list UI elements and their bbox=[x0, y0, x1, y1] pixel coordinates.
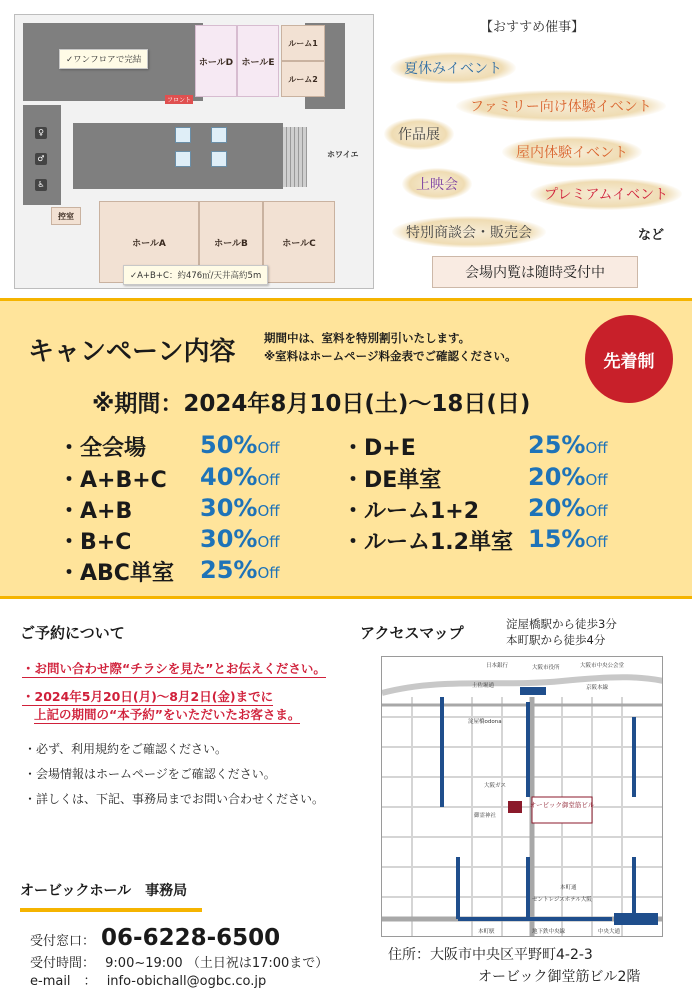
campaign-period: ※期間：2024年8月10日(土)～18日(日) bbox=[92, 391, 531, 417]
discount-venue: ・DE単室 bbox=[342, 468, 442, 493]
discount-rate bbox=[528, 494, 608, 522]
map-label: 大阪市中央公会堂 bbox=[580, 663, 625, 669]
discount-venue: ・B+C bbox=[58, 530, 132, 555]
hall-c: ホールC bbox=[263, 201, 335, 283]
map-label: 御霊神社 bbox=[474, 813, 497, 819]
discount-venue: ・ルーム1+2 bbox=[342, 499, 480, 524]
discount-row bbox=[342, 463, 441, 493]
phone-label: 受付窓口： bbox=[30, 934, 96, 949]
off-label: Off bbox=[585, 502, 608, 520]
one-floor-note: ✓ワンフロアで完結 bbox=[59, 49, 148, 69]
discount-rate bbox=[528, 525, 608, 553]
elevator-icon bbox=[175, 151, 191, 167]
discount-row bbox=[58, 494, 132, 524]
room-1: ルーム1 bbox=[281, 25, 325, 61]
event-tag: 屋内体験イベント bbox=[502, 136, 642, 168]
room-2: ルーム2 bbox=[281, 61, 325, 97]
reservation-condition bbox=[22, 688, 300, 724]
campaign-note-line: 期間中は、室料を特別割引いたします。 bbox=[264, 331, 471, 345]
discount-rate bbox=[200, 525, 280, 553]
obic-building-marker bbox=[508, 801, 522, 813]
events-etc: など bbox=[638, 228, 665, 243]
discount-percent: 25% bbox=[528, 431, 586, 459]
reservation-condition bbox=[22, 660, 326, 678]
campaign-note bbox=[264, 329, 516, 365]
discount-row bbox=[342, 431, 416, 461]
campaign-note-line: ※室料はホームページ料金表でご確認ください。 bbox=[264, 349, 517, 363]
discount-row bbox=[58, 525, 131, 555]
discount-percent: 20% bbox=[528, 494, 586, 522]
station-distance: 本町駅から徒歩4分 bbox=[506, 633, 606, 647]
address-line: オービック御堂筋ビル2階 bbox=[478, 969, 641, 985]
yodoyabashi-station-marker bbox=[520, 687, 546, 695]
venue-tour-banner: 会場内覧は随時受付中 bbox=[432, 256, 638, 288]
reservation-condition-text: 上記の期間の“本予約”をいただいたお客さま。 bbox=[34, 707, 301, 722]
discount-rate bbox=[200, 431, 280, 459]
event-tag: 特別商談会・販売会 bbox=[392, 216, 546, 248]
reservation-title: ご予約について bbox=[20, 624, 125, 642]
off-label: Off bbox=[257, 502, 280, 520]
campaign-section bbox=[0, 298, 692, 599]
recommended-events bbox=[384, 10, 684, 295]
discount-percent: 40% bbox=[200, 463, 258, 491]
discount-row bbox=[58, 463, 167, 493]
map-label: 京阪本線 bbox=[586, 685, 609, 691]
phone-number[interactable]: 06-6228-6500 bbox=[101, 925, 281, 951]
map-label: 大阪市役所 bbox=[532, 665, 560, 671]
map-label: 大阪ガス bbox=[484, 783, 507, 789]
event-tag: 上映会 bbox=[402, 168, 472, 200]
event-tag: プレミアムイベント bbox=[530, 178, 682, 210]
off-label: Off bbox=[257, 471, 280, 489]
waiting-room: 控室 bbox=[51, 207, 81, 225]
hall-b: ホールB bbox=[199, 201, 263, 283]
restroom-icon: ♀ bbox=[35, 127, 47, 139]
discount-venue: ・D+E bbox=[342, 436, 416, 461]
reservation-condition-text: ・お問い合わせ際“チラシを見た”とお伝えください。 bbox=[22, 661, 326, 676]
restroom-icon: ♿ bbox=[35, 179, 47, 191]
station-distance: 淀屋橋駅から徒歩3分 bbox=[506, 617, 617, 631]
event-tag: ファミリー向け体験イベント bbox=[456, 90, 666, 122]
address-line: 住所：大阪市中央区平野町4-2-3 bbox=[388, 947, 593, 963]
discount-percent: 30% bbox=[200, 525, 258, 553]
office-title-underline bbox=[20, 908, 202, 912]
discount-venue: ・ルーム1.2単室 bbox=[342, 530, 513, 555]
elevator-icon bbox=[211, 127, 227, 143]
discount-venue: ・ABC単室 bbox=[58, 561, 174, 586]
off-label: Off bbox=[585, 471, 608, 489]
map-label: 本町通 bbox=[560, 885, 577, 891]
email-address[interactable]: info-obichall@ogbc.co.jp bbox=[106, 974, 267, 989]
office-phone-row bbox=[30, 925, 280, 951]
foyer-label: ホワイエ bbox=[327, 150, 359, 159]
map-label: 淀屋橋odona bbox=[468, 719, 502, 725]
events-title: 【おすすめ催事】 bbox=[480, 20, 585, 35]
map-label: 地下鉄中央線 bbox=[532, 929, 566, 935]
obic-building-label: オービック御堂筋ビル bbox=[529, 801, 595, 809]
hours-label: 受付時間： bbox=[30, 956, 96, 971]
map-label: 中央大通 bbox=[598, 929, 621, 935]
office-title: オービックホール 事務局 bbox=[20, 883, 188, 899]
reservation-note: ・会場情報はホームページをご確認ください。 bbox=[24, 767, 276, 781]
office-email-row bbox=[30, 970, 266, 989]
reservation-note: ・必ず、利用規約をご確認ください。 bbox=[24, 742, 228, 756]
discount-venue: ・A+B bbox=[58, 499, 133, 524]
discount-venue: ・A+B+C bbox=[58, 468, 167, 493]
discount-rate bbox=[528, 431, 608, 459]
first-come-badge: 先着制 bbox=[585, 315, 673, 403]
map-label: 日本銀行 bbox=[486, 663, 509, 669]
map-label: 本町駅 bbox=[478, 929, 495, 935]
email-label: e-mail ： bbox=[30, 974, 97, 989]
map-label: 土佐堀通 bbox=[472, 683, 495, 689]
honmachi-station-marker bbox=[614, 913, 658, 925]
discount-row bbox=[342, 525, 513, 555]
map-graphic bbox=[382, 657, 663, 937]
street-grid bbox=[382, 697, 663, 937]
hall-e: ホールE bbox=[237, 25, 279, 97]
access-title: アクセスマップ bbox=[360, 624, 464, 642]
off-label: Off bbox=[257, 533, 280, 551]
discount-venue: ・全会場 bbox=[58, 436, 147, 461]
discount-rate bbox=[200, 494, 280, 522]
discount-percent: 30% bbox=[200, 494, 258, 522]
off-label: Off bbox=[585, 439, 608, 457]
front-desk-label: フロント bbox=[167, 97, 192, 104]
discount-percent: 15% bbox=[528, 525, 586, 553]
office-hours: 9:00~19:00 （土日祝は17:00まで） bbox=[105, 956, 329, 971]
reservation-note: ・詳しくは、下記、事務局までお問い合わせください。 bbox=[24, 792, 325, 806]
off-label: Off bbox=[585, 533, 608, 551]
floor-plan bbox=[14, 14, 374, 289]
map-label: セントレジスホテル大阪 bbox=[532, 897, 592, 903]
hall-a: ホールA bbox=[99, 201, 199, 283]
campaign-heading: キャンペーン内容 bbox=[28, 337, 236, 367]
event-tag: 夏休みイベント bbox=[390, 52, 516, 84]
capacity-note: ✓A+B+C：約476㎡/天井高約5m bbox=[123, 265, 268, 285]
reservation-condition-text: ・2024年5月20日(月)～8月2日(金)までに bbox=[22, 689, 274, 704]
discount-row bbox=[58, 556, 174, 586]
discount-row bbox=[342, 494, 479, 524]
off-label: Off bbox=[257, 564, 280, 582]
discount-percent: 25% bbox=[200, 556, 258, 584]
elevator-icon bbox=[211, 151, 227, 167]
restroom-icon: ♂ bbox=[35, 153, 47, 165]
office-hours-row bbox=[30, 952, 328, 971]
discount-percent: 20% bbox=[528, 463, 586, 491]
discount-rate bbox=[528, 463, 608, 491]
elevator-icon bbox=[175, 127, 191, 143]
escalator-icon bbox=[283, 127, 307, 187]
event-tag: 作品展 bbox=[384, 118, 454, 150]
discount-row bbox=[58, 431, 146, 461]
discount-rate bbox=[200, 463, 280, 491]
off-label: Off bbox=[257, 439, 280, 457]
access-map bbox=[381, 656, 663, 937]
discount-rate bbox=[200, 556, 280, 584]
hall-d: ホールD bbox=[195, 25, 237, 97]
discount-percent: 50% bbox=[200, 431, 258, 459]
